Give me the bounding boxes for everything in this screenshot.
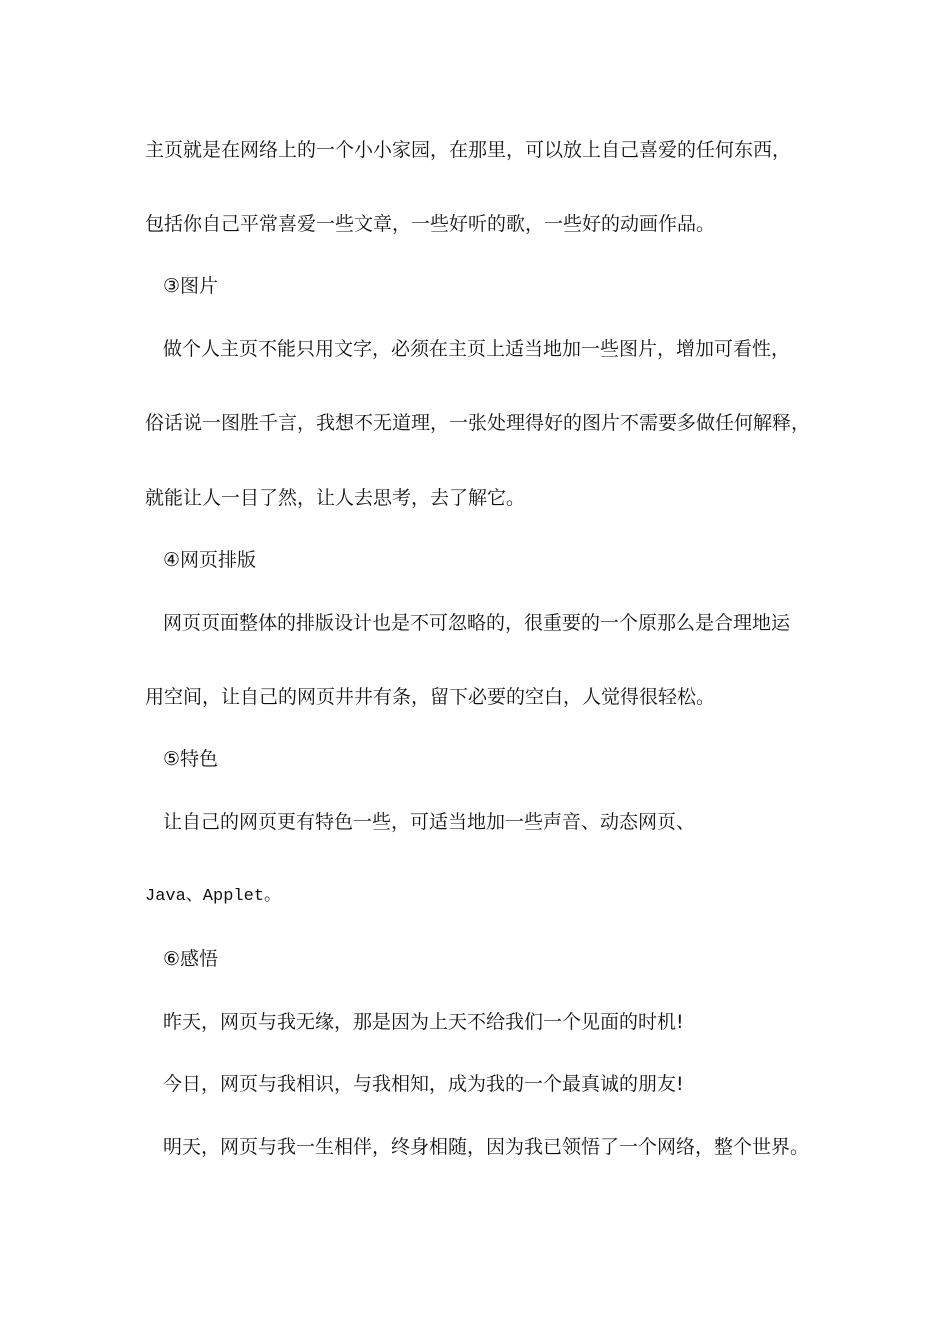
- paragraph-images-line-1: 做个人主页不能只用文字，必须在主页上适当地加一些图片，增加可看性，: [163, 338, 791, 360]
- paragraph-features-line-1: 让自己的网页更有特色一些，可适当地加一些声音、动态网页、: [163, 811, 696, 833]
- paragraph-images-line-2: 俗话说一图胜千言，我想不无道理，一张处理得好的图片不需要多做任何解释，: [145, 412, 811, 434]
- paragraph-reflections-line-1: 昨天，网页与我无缘，那是因为上天不给我们一个见面的时机!: [163, 1011, 684, 1033]
- paragraph-features-line-2: Java、Applet。: [145, 887, 282, 906]
- section-heading-features: ⑤特色: [163, 748, 219, 770]
- section-heading-layout: ④网页排版: [163, 549, 257, 571]
- paragraph-reflections-line-2: 今日，网页与我相识，与我相知，成为我的一个最真诚的朋友!: [163, 1073, 684, 1095]
- paragraph-homepage-line-2: 包括你自己平常喜爱一些文章，一些好听的歌，一些好的动画作品。: [145, 213, 716, 235]
- section-heading-reflections: ⑥感悟: [163, 948, 219, 970]
- paragraph-layout-line-2: 用空间，让自己的网页井井有条，留下必要的空白，人觉得很轻松。: [145, 686, 716, 708]
- paragraph-homepage-line-1: 主页就是在网络上的一个小小家园，在那里，可以放上自己喜爱的任何东西，: [145, 139, 792, 161]
- paragraph-images-line-3: 就能让人一目了然，让人去思考，去了解它。: [145, 487, 526, 509]
- section-heading-images: ③图片: [163, 275, 219, 297]
- paragraph-reflections-line-3: 明天，网页与我一生相伴，终身相随，因为我已领悟了一个网络，整个世界。: [163, 1136, 810, 1158]
- paragraph-layout-line-1: 网页页面整体的排版设计也是不可忽略的，很重要的一个原那么是合理地运: [163, 612, 791, 634]
